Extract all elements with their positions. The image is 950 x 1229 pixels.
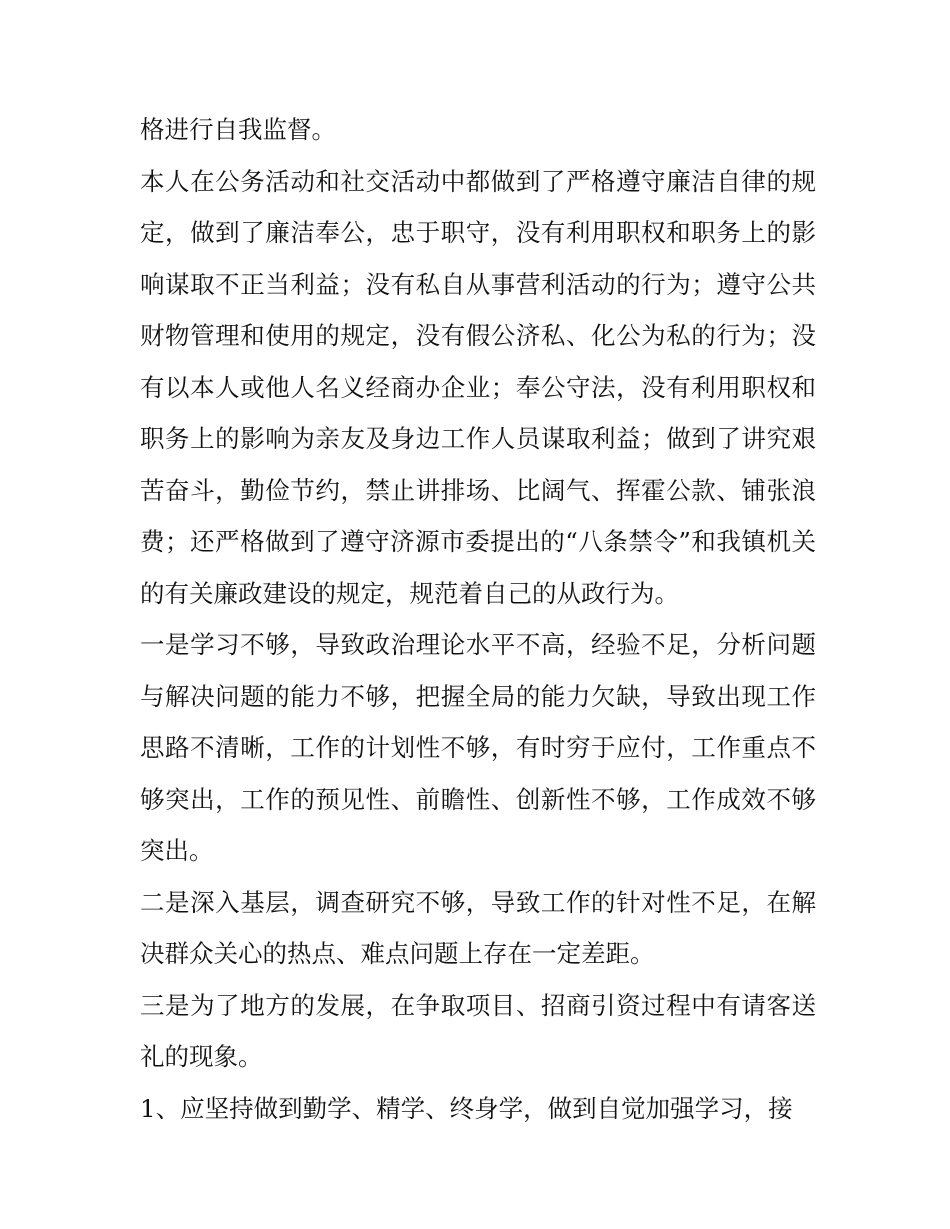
document-body	[140, 104, 816, 1134]
paragraph-issue-three: 三是为了地方的发展，在争取项目、招商引资过程中有请客送礼的现象。	[140, 990, 816, 1071]
paragraph-issue-two: 二是深入基层，调查研究不够，导致工作的针对性不足，在解决群众关心的热点、难点问题上存在一定差距。	[140, 887, 816, 968]
paragraph-continuation: 格进行自我监督。	[140, 115, 336, 144]
paragraph-measure-one: 1、应坚持做到勤学、精学、终身学，做到自觉加强学习，接	[140, 1093, 793, 1123]
paragraph-issue-one: 一是学习不够，导致政治理论水平不高，经验不足，分析问题与解决问题的能力不够，把握全局的能力欠缺，导致出现工作思路不清晰，工作的计划性不够，有时穷于应付，工作重点不够突出，工作的预见性、前瞻性、创新性不够，工作成效不够突出。	[140, 630, 816, 865]
paragraph-integrity-statement: 本人在公务活动和社交活动中都做到了严格遵守廉洁自律的规定，做到了廉洁奉公，忠于职守，没有利用职权和职务上的影响谋取不正当利益；没有私自从事营利活动的行为；遵守公共财物管理和使用的规定，没有假公济私、化公为私的行为；没有以本人或他人名义经商办企业；奉公守法，没有利用职权和职务上的影响为亲友及身边工作人员谋取利益；做到了讲究艰苦奋斗，勤俭节约，禁止讲排场、比阔气、挥霍公款、铺张浪费；还严格做到了遵守济源市委提出的“八条禁令”和我镇机关的有关廉政建设的规定，规范着自己的从政行为。	[140, 166, 816, 608]
